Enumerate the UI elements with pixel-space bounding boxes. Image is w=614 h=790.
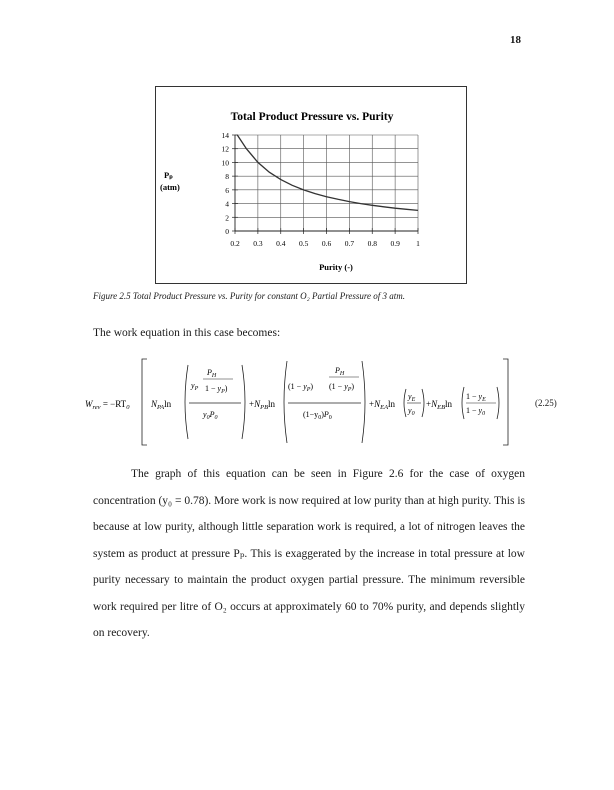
term3-y0: $y_0$ [408, 406, 415, 417]
term1-ph: $P_H$ [207, 368, 217, 379]
x-tick-label-6: 0.8 [367, 239, 377, 248]
term2-one-minus-yp-lower: $(1 - y_P)$ [329, 382, 355, 393]
term2-ph: $P_H$ [335, 366, 345, 377]
x-tick-label-8: 1 [416, 239, 420, 248]
outer-bracket-left [142, 359, 147, 445]
x-tick-label-2: 0.4 [276, 239, 286, 248]
x-tick-label-4: 0.6 [321, 239, 332, 248]
term2-paren-right [362, 361, 365, 443]
intro-paragraph: The work equation in this case becomes: [93, 327, 281, 339]
y-tick-label-3: 6 [225, 185, 229, 195]
eq-npb: $+N_{PB}\ln$ [249, 399, 276, 411]
equation-number: (2.25) [535, 398, 557, 408]
term1-yp: $y_P$ [191, 381, 199, 392]
term4-paren-right [497, 387, 499, 419]
y-axis-label-line1: Pₚ [164, 170, 173, 180]
y-tick-label-1: 2 [225, 213, 229, 223]
page-number: 18 [510, 34, 521, 46]
work-equation [85, 355, 525, 455]
y-tick-label-0: 0 [225, 227, 229, 236]
pressure-purity-chart [156, 87, 468, 285]
body-paragraph: The graph of this equation can be seen in Figure 2.6 for the case of oxygen concentration (y₀ = 0.78). More work is now required at low purity than at high purity. This is because at low purity, although little separation work is required, a lot of nitrogen leaves the system as product at pressure Pₚ. This is exaggerated by the increase in total pressure at low purity necessary to maintain the product oxygen partial pressure. The minimum reversible work required per litre of O₂ occurs at approximately 60 to 70% purity, and depends slightly on recovery. [93, 468, 525, 639]
x-tick-label-7: 0.9 [390, 239, 400, 248]
term4-denominator: $1 - y_0$ [466, 406, 486, 417]
series-line-0 [237, 135, 418, 210]
x-axis-label: Purity (-) [319, 262, 353, 272]
term3-paren-left [404, 389, 406, 417]
x-tick-label-3: 0.5 [298, 239, 309, 248]
outer-bracket-right [503, 359, 508, 445]
y-tick-label-7: 14 [221, 131, 229, 140]
x-tick-label-1: 0.3 [253, 239, 263, 248]
x-tick-label-0: 0.2 [230, 239, 240, 248]
term1-paren-right [242, 365, 245, 439]
term2-paren-left [284, 361, 287, 443]
term3-ye: $y_E$ [408, 392, 416, 403]
term4-numerator: $1 - y_E$ [466, 392, 486, 403]
term2-one-minus-yp: $(1 - y_P)$ [288, 382, 314, 393]
y-tick-label-2: 4 [225, 199, 229, 209]
eq-npa: $N_{PA}\ln$ [151, 399, 172, 411]
eq-neb: $+N_{EB}\ln$ [426, 399, 453, 411]
figure-caption: Figure 2.5 Total Product Pressure vs. Purity for constant O₂ Partial Pressure of 3 atm. [93, 291, 406, 301]
eq-nea: $+N_{EA}\ln$ [369, 399, 396, 411]
term1-one-minus-yp: $1 - y_P$) [205, 384, 228, 395]
figure-frame [155, 86, 467, 284]
eq-lhs: $W_{rev} = -RT_0$ [85, 399, 130, 411]
y-tick-label-4: 8 [225, 172, 229, 182]
x-tick-label-5: 0.7 [344, 239, 355, 248]
chart-title: Total Product Pressure vs. Purity [230, 111, 394, 123]
term1-y0p0: $y_0P_0$ [203, 410, 218, 421]
y-tick-label-5: 10 [221, 158, 229, 168]
term2-denominator: $(1-y_0)P_0$ [303, 410, 332, 421]
y-tick-label-6: 12 [221, 144, 229, 154]
term4-paren-left [462, 387, 464, 419]
term1-paren-left [185, 365, 188, 439]
y-axis-label-line2: (atm) [160, 182, 180, 192]
term3-paren-right [422, 389, 424, 417]
